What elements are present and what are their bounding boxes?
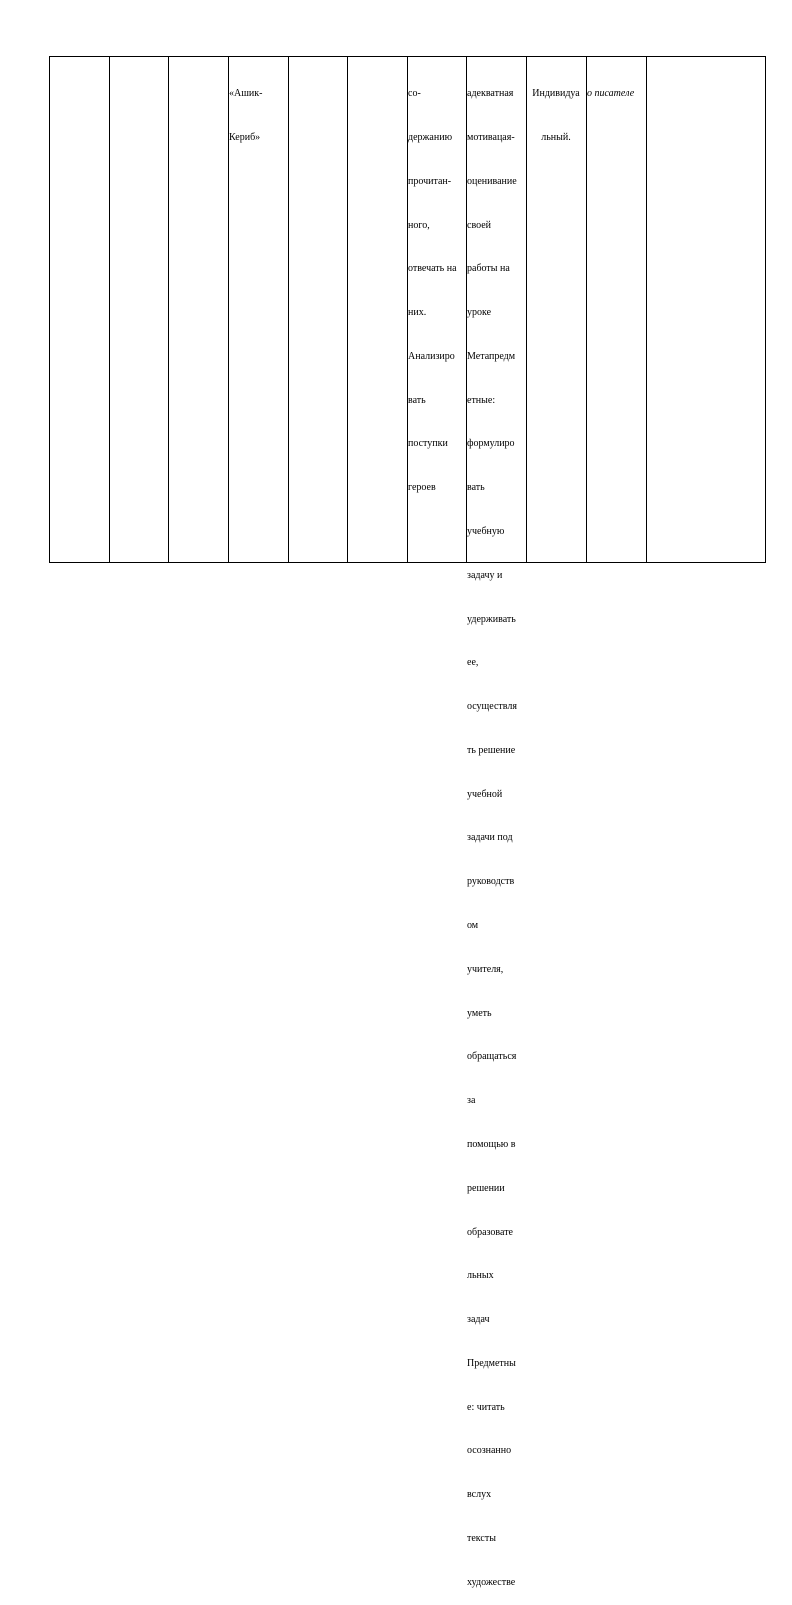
table-cell-line: льный. xyxy=(541,131,571,143)
table-cell-line: ть решение xyxy=(467,744,516,756)
table-cell-line: задачу и xyxy=(467,569,503,581)
table-cell-line: Предметны xyxy=(467,1357,516,1369)
column-divider xyxy=(168,56,169,563)
column-divider xyxy=(646,56,647,563)
table-cell-line: тексты xyxy=(467,1532,496,1544)
table-cell-line: вать xyxy=(408,394,426,406)
table-cell-line: осуществля xyxy=(467,701,517,713)
table-cell-line: героев xyxy=(408,482,436,494)
table-cell-line: адекватная xyxy=(467,88,514,100)
table-cell-line: Кериб» xyxy=(229,131,261,143)
table-cell-line: задач xyxy=(467,1314,490,1326)
table-cell-line: задачи под xyxy=(467,832,513,844)
table-cell-line: вать xyxy=(467,482,485,494)
table-cell-line: обращаться xyxy=(467,1051,517,1063)
table-cell-line: етные: xyxy=(467,394,496,406)
table-cell-line: формулиро xyxy=(467,438,515,450)
table-cell-line: учителя, xyxy=(467,963,504,975)
table-cell-line: Метапредм xyxy=(467,350,516,362)
notes-cell xyxy=(587,58,647,116)
table-cell-line: помощью в xyxy=(467,1138,516,1150)
table-cell-line: за xyxy=(467,1095,476,1107)
table-cell-line: о писателе xyxy=(587,88,635,100)
table-cell-line: льных xyxy=(467,1270,494,1282)
column-divider xyxy=(49,56,50,563)
form-of-work-cell xyxy=(527,58,585,160)
table-cell-line: ного, xyxy=(408,219,430,231)
table-cell-line: Индивидуа xyxy=(532,88,580,100)
column-divider xyxy=(109,56,110,563)
outcomes-cell xyxy=(467,58,527,1605)
table-cell-line: работы на xyxy=(467,263,510,275)
table-cell-line: со- xyxy=(408,88,421,100)
table-cell-line: образовате xyxy=(467,1226,513,1238)
table-cell-line: поступки xyxy=(408,438,448,450)
table-cell-line: учебную xyxy=(467,526,505,537)
column-divider xyxy=(288,56,289,563)
table-cell-line: учебной xyxy=(467,788,503,800)
table-cell-line: прочитан- xyxy=(408,175,452,187)
lesson-topic-cell xyxy=(229,58,287,160)
table-cell-line: держанию xyxy=(408,131,453,143)
table-cell-line: оценивание xyxy=(467,175,517,187)
table-cell-line: отвечать на xyxy=(408,263,457,275)
table-cell-line: удерживать xyxy=(467,613,516,625)
table-cell-line: уроке xyxy=(467,307,492,319)
column-divider xyxy=(347,56,348,563)
table-cell-line: мотивацая- xyxy=(467,131,515,143)
activity-cell xyxy=(408,58,466,510)
table-cell-line: вслух xyxy=(467,1489,492,1501)
column-divider xyxy=(586,56,587,563)
table-cell-line: осознанно xyxy=(467,1445,512,1457)
table-cell-line: руководств xyxy=(467,876,515,888)
table-cell-line: своей xyxy=(467,219,492,231)
table-cell-line: е: читать xyxy=(467,1401,505,1413)
table-cell-line: уметь xyxy=(467,1007,492,1019)
table-cell-line: ом xyxy=(467,920,479,932)
table-cell-line: них. xyxy=(408,307,427,319)
table-cell-line: художестве xyxy=(467,1576,516,1588)
table-cell-line: «Ашик- xyxy=(229,88,263,100)
table-cell-line: решении xyxy=(467,1182,505,1194)
table-cell-line: Анализиро xyxy=(408,350,455,362)
table-cell-line: ее, xyxy=(467,657,479,669)
column-divider xyxy=(765,56,766,563)
